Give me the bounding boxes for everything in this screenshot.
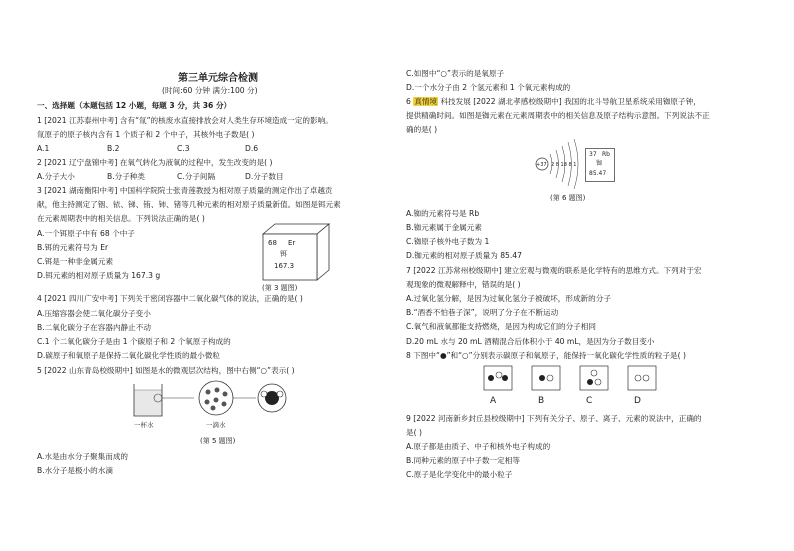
page-subtitle: (时间:60 分钟 满分:100 分) (162, 86, 258, 95)
rb-nucleus-charge: +37 (536, 162, 547, 168)
erbium-cube-figure (255, 222, 335, 282)
q9-line2: 是( ) (406, 428, 422, 437)
q4-option-c: C.1 个二氧化碳分子是由 1 个碳原子和 2 个氧原子构成的 (37, 337, 231, 346)
q6-line1 (406, 97, 701, 107)
q2-option-a: A.分子大小 (37, 172, 75, 181)
q1-line1: 1 [2021 江苏泰州中考] 含有“氚”的核废水直接排放会对人类生存环境造成一定的影响。 (37, 116, 333, 125)
q3-option-d: D.铒元素的相对原子质量为 167.3 g (37, 271, 161, 280)
q8-label-a: A (490, 396, 497, 406)
q2-option-c: C.分子间隔 (177, 172, 216, 181)
section-heading: 一、选择题（本题包括 12 小题，每题 3 分，共 36 分） (37, 101, 232, 110)
rb-number: 37 (589, 151, 597, 158)
q7-option-a: A.过氧化氢分解，是因为过氧化氢分子被破坏，形成新的分子 (406, 294, 611, 303)
q6-context-tag: 真情境 (414, 97, 438, 106)
q9-line1: 9 [2022 河南新乡封丘县校级期中] 下列有关分子、原子、离子、元素的说法中，正确的 (406, 414, 702, 423)
q5-option-b: B.水分子是极小的水滴 (37, 466, 113, 475)
q7-line2: 观现象的微观解释中，错误的是( ) (406, 280, 521, 289)
erbium-mass: 167.3 (274, 262, 295, 270)
q5-option-c: C.如图中“○”表示的是氧原子 (406, 69, 505, 78)
q1-line2: 氚原子的原子核内含有 1 个质子和 2 个中子，其核外电子数是( ) (37, 130, 255, 139)
fig5-label-drop: 一滴水 (206, 421, 226, 429)
q3-option-a: A.一个铒原子中有 68 个中子 (37, 229, 135, 238)
q3-option-b: B.铒的元素符号为 Er (37, 243, 109, 252)
q1-option-d: D.6 (245, 144, 259, 153)
rb-symbol: Rb (602, 151, 610, 158)
q7-option-b: B.“酒香不怕巷子深”，说明了分子在不断运动 (406, 308, 559, 317)
q8-particle-options (480, 365, 680, 391)
q9-option-c: C.原子是化学变化中的最小粒子 (406, 470, 513, 479)
q2-option-d: D.分子数目 (245, 172, 284, 181)
q5-option-a: A.水是由水分子聚集而成的 (37, 452, 129, 461)
erbium-name: 铒 (280, 250, 287, 258)
q6-line3: 确的是( ) (406, 125, 438, 134)
q3-option-c: C.铒是一种非金属元素 (37, 257, 114, 266)
q8-label-c: C (586, 396, 593, 406)
q4-line1: 4 [2021 四川广安中考] 下列关于密闭容器中二氧化碳气体的说法，正确的是( ) (37, 294, 303, 303)
q1-option-b: B.2 (107, 144, 120, 153)
q6-option-b: B.铷元素属于金属元素 (406, 223, 482, 232)
q8-line1: 8 下图中“●”和“○”分别表示碳原子和氧原子，能保持一氧化碳化学性质的粒子是( ) (406, 351, 686, 360)
q7-option-d: D.20 mL 水与 20 mL 酒精混合后体积小于 40 mL，是因为分子数目变小 (406, 337, 655, 346)
q6-option-a: A.铷的元素符号是 Rb (406, 209, 480, 218)
q9-option-b: B.同种元素的原子中子数一定相等 (406, 456, 520, 465)
q6-number: 6 (406, 97, 411, 106)
q6-option-d: D.铷元素的相对原子质量为 85.47 (406, 251, 522, 260)
rb-name: 铷 (596, 160, 603, 167)
q8-label-b: B (538, 396, 545, 406)
q6-line2: 提供精确时间。如图是铷元素在元素周期表中的相关信息及原子结构示意图。下列说法不正 (406, 111, 710, 120)
q9-option-a: A.原子都是由质子、中子和核外电子构成的 (406, 442, 551, 451)
q7-option-c: C.氧气和液氧都能支持燃烧，是因为构成它们的分子相同 (406, 322, 596, 331)
q6-figure-caption: (第 6 题图) (550, 194, 586, 202)
q3-line1: 3 [2021 湖南衡阳中考] 中国科学院院士张青莲教授为相对原子质量的测定作出了卓越贡 (37, 186, 333, 195)
q4-option-d: D.碳原子和氧原子是保持二氧化碳化学性质的最小微粒 (37, 351, 220, 360)
erbium-symbol: Er (288, 239, 296, 247)
q7-line1: 7 [2022 江苏常州校级期中] 建立宏观与微观的联系是化学特有的思维方式。下列对于宏 (406, 266, 702, 275)
page-title: 第三单元综合检测 (178, 73, 258, 84)
q6-option-c: C.铷原子核外电子数为 1 (406, 237, 490, 246)
q5-line1: 5 [2022 山东青岛校级期中] 如图是水的微观层次结构，图中右侧“○”表示( ) (37, 366, 295, 375)
erbium-number: 68 (268, 239, 277, 247)
rb-mass: 85.47 (589, 170, 607, 177)
q8-label-d: D (634, 396, 641, 406)
fig5-label-cup: 一杯水 (134, 421, 154, 429)
q6-text: 科技发展 [2022 湖北孝感校级期中] 我国的北斗导航卫星系统采用铷原子钟， (440, 97, 701, 106)
q5-figure-caption: (第 5 题图) (200, 437, 236, 445)
q2-option-b: B.分子种类 (107, 172, 145, 181)
q4-option-b: B.二氧化碳分子在容器内静止不动 (37, 323, 151, 332)
q3-line2: 献，他主持测定了铟、铱、锑、铕、铈、锗等几种元素的相对原子质量新值。如图是铒元素 (37, 200, 341, 209)
q2-line1: 2 [2021 辽宁盘锦中考] 在氧气转化为液氧的过程中，发生改变的是( ) (37, 158, 273, 167)
q3-figure-caption: (第 3 题图) (262, 284, 298, 292)
q3-line3: 在元素周期表中的相关信息。下列说法正确的是( ) (37, 214, 205, 223)
rb-electron-shells: 2 8 18 8 1 (551, 162, 577, 168)
q1-option-c: C.3 (177, 144, 190, 153)
q4-option-a: A.压缩容器会使二氧化碳分子变小 (37, 309, 151, 318)
q5-option-d: D.一个水分子由 2 个氢元素和 1 个氧元素构成的 (406, 83, 571, 92)
q1-option-a: A.1 (37, 144, 50, 153)
